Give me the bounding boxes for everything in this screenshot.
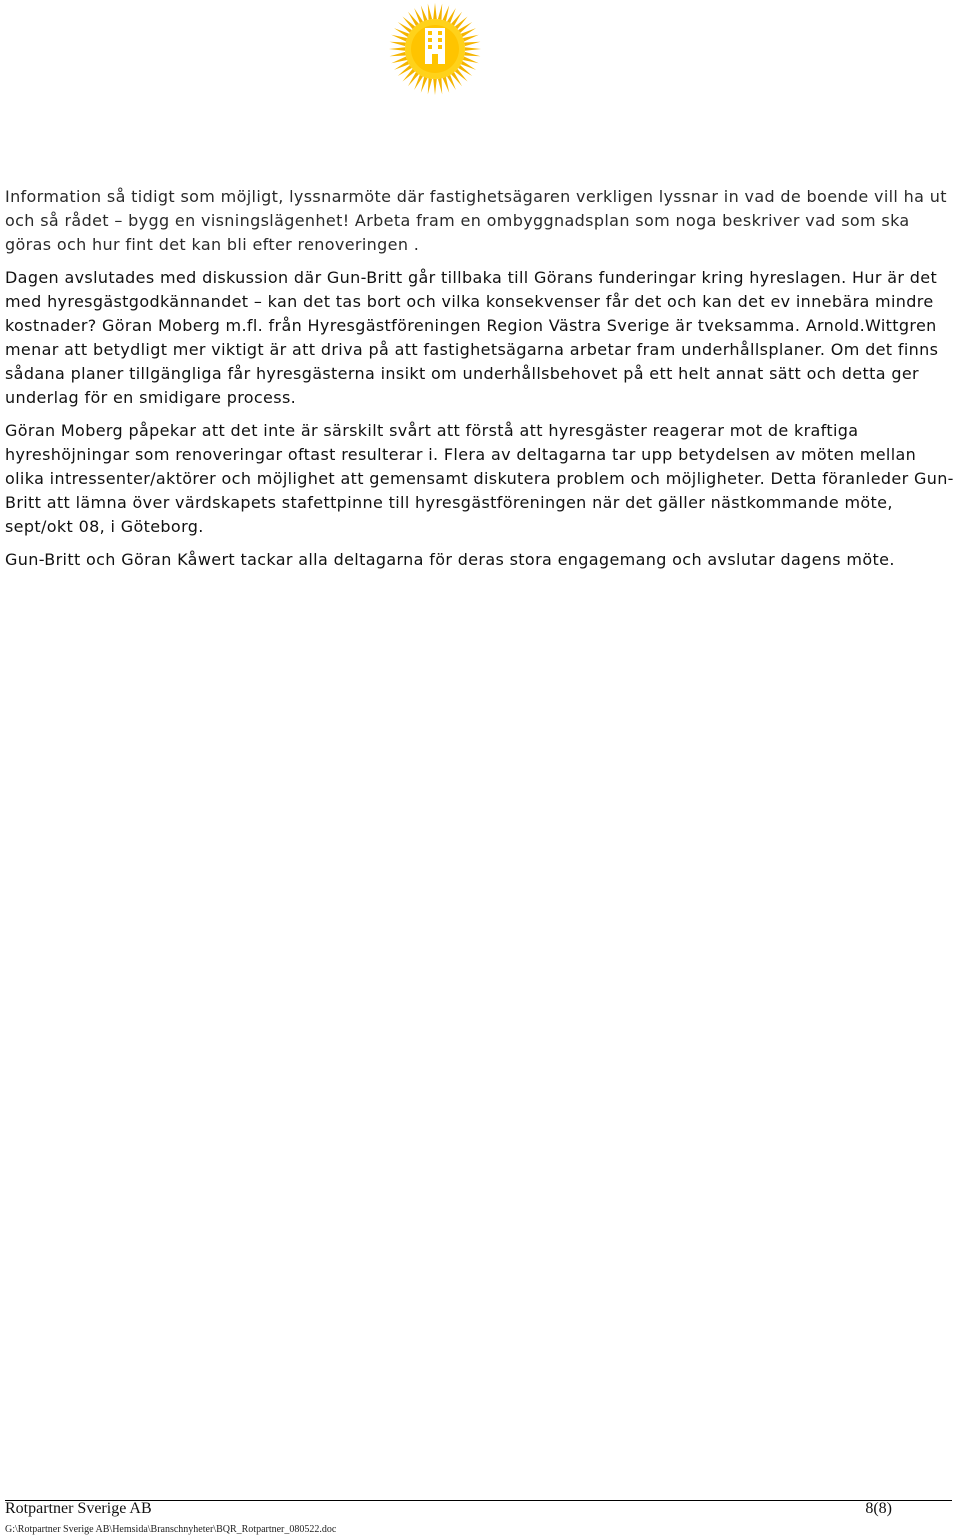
paragraph: Göran Moberg påpekar att det inte är särskilt svårt att förstå att hyresgäster reagerar mot de kraftiga hyreshöjningar som renoveringar oftast resulterar i. Flera av deltagarna tar upp betydelsen av möten mellan olika intressenter/aktörer och möjlighet att gemensamt diskutera problem och möjligheter. Detta föranleder Gun-Britt att lämna över värdskapets stafettpinne till hyresgästföreningen när det gäller nästkommande möte, sept/okt 08, i Göteborg.	[5, 421, 954, 536]
file-path: G:\Rotpartner Sverige AB\Hemsida\Branschnyheter\BQR_Rotpartner_080522.doc	[5, 1524, 337, 1535]
paragraph: Gun-Britt och Göran Kåwert tackar alla deltagarna för deras stora engagemang och avslutar dagens möte.	[5, 550, 895, 569]
footer-company: Rotpartner Sverige AB	[5, 1500, 152, 1517]
page-number: 8(8)	[865, 1500, 892, 1517]
building-icon	[425, 28, 445, 64]
paragraph: Dagen avslutades med diskussion där Gun-Britt går tillbaka till Görans funderingar kring hyreslagen. Hur är det med hyresgästgodkännandet – kan det tas bort och vilka konsekvenser får det och kan det ev innebära mindre kostnader? Göran Moberg m.fl. från Hyresgästföreningen Region Västra Sverige är tveksamma. Arnold.Wittgren menar att betydligt mer viktigt är att driva på att fastighetsägarna arbetar fram underhållsplaner. Om det finns sådana planer tillgängliga får hyresgästerna insikt om underhållsbehovet på ett helt annat sätt och detta ger underlag för en smidigare process.	[5, 268, 939, 407]
document-body	[5, 185, 957, 581]
sun-building-logo	[388, 2, 482, 96]
paragraph: Information så tidigt som möjligt, lyssnarmöte där fastighetsägaren verkligen lyssnar in vad de boende vill ha ut och så rådet – bygg en visningslägenhet! Arbeta fram en ombyggnadsplan som noga beskriver vad som ska göras och hur fint det kan bli efter renoveringen .	[5, 187, 947, 254]
